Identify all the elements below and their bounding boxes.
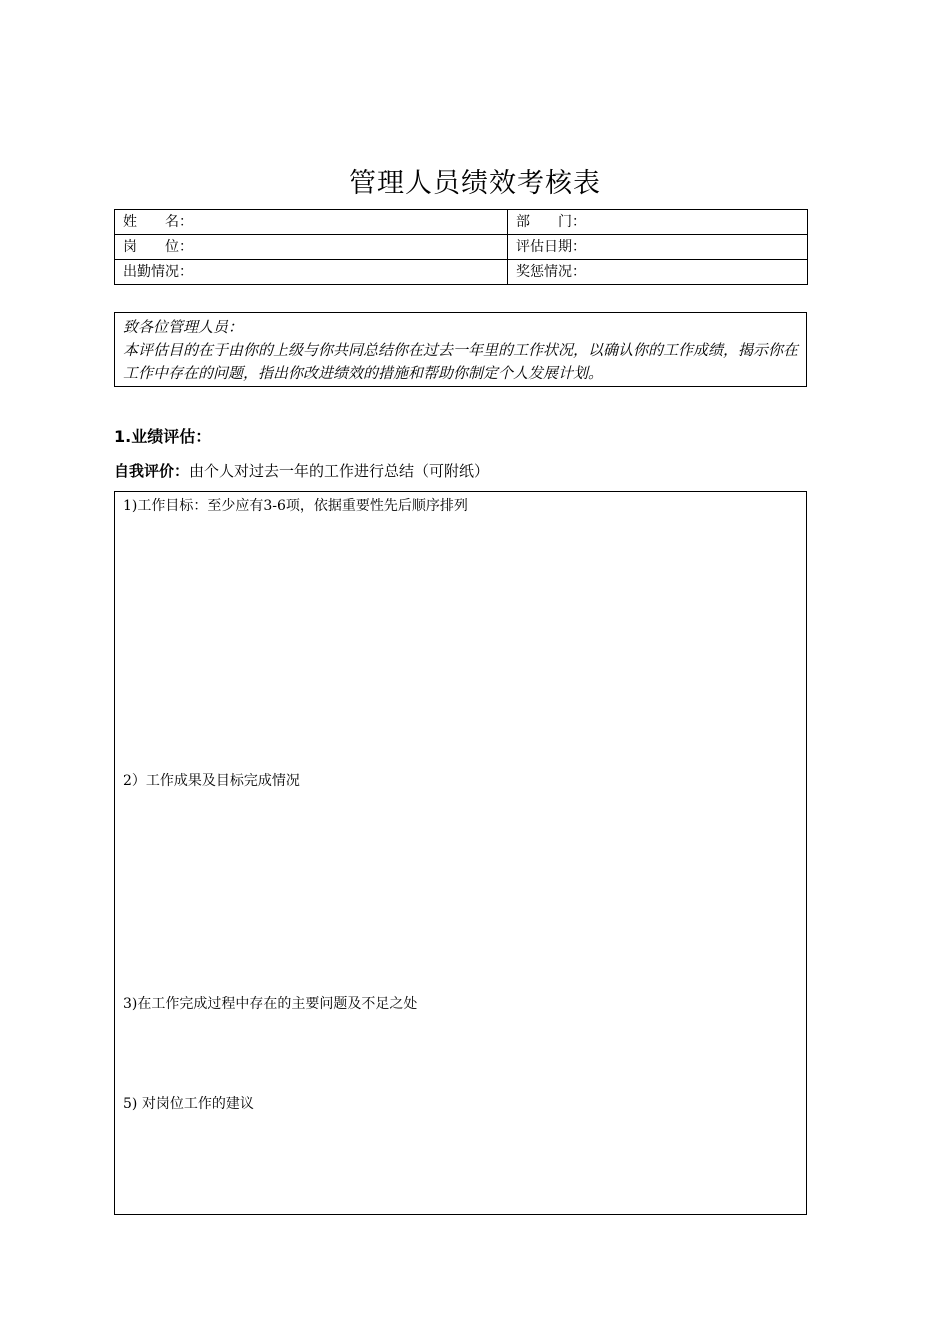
self-evaluation-line: [114, 459, 489, 483]
notice-salutation: 致各位管理人员：: [123, 318, 244, 336]
info-row-attendance: [115, 260, 808, 285]
section-heading-performance: 1.业绩评估：: [114, 427, 212, 446]
rewards-penalties-field[interactable]: 奖惩情况：: [508, 260, 808, 285]
notice-body: 本评估目的在于由你的上级与你共同总结你在过去一年里的工作状况，以确认你的工作成绩，揭示你在工作中存在的问题，指出你改进绩效的措施和帮助你制定个人发展计划。: [123, 341, 799, 382]
name-field[interactable]: 姓 名：: [115, 210, 508, 235]
department-field[interactable]: 部 门：: [508, 210, 808, 235]
employee-info-table: [114, 209, 808, 285]
item-work-goals: 1)工作目标：至少应有3-6项，依据重要性先后顺序排列: [123, 498, 468, 514]
document-title: 管理人员绩效考核表: [349, 168, 601, 199]
position-field[interactable]: 岗 位：: [115, 235, 508, 260]
self-evaluation-instruction: 由个人对过去一年的工作进行总结（可附纸）: [189, 462, 490, 480]
self-evaluation-box[interactable]: [114, 491, 807, 1215]
info-row-name: [115, 210, 808, 235]
evaluation-date-field[interactable]: 评估日期：: [508, 235, 808, 260]
notice-box: [114, 312, 807, 387]
info-row-position: [115, 235, 808, 260]
item-suggestions: 5) 对岗位工作的建议: [123, 1096, 254, 1112]
self-evaluation-label: 自我评价：: [114, 462, 190, 480]
item-problems: 3)在工作完成过程中存在的主要问题及不足之处: [123, 996, 418, 1012]
item-work-results: 2）工作成果及目标完成情况: [123, 773, 300, 789]
attendance-field[interactable]: 出勤情况：: [115, 260, 508, 285]
